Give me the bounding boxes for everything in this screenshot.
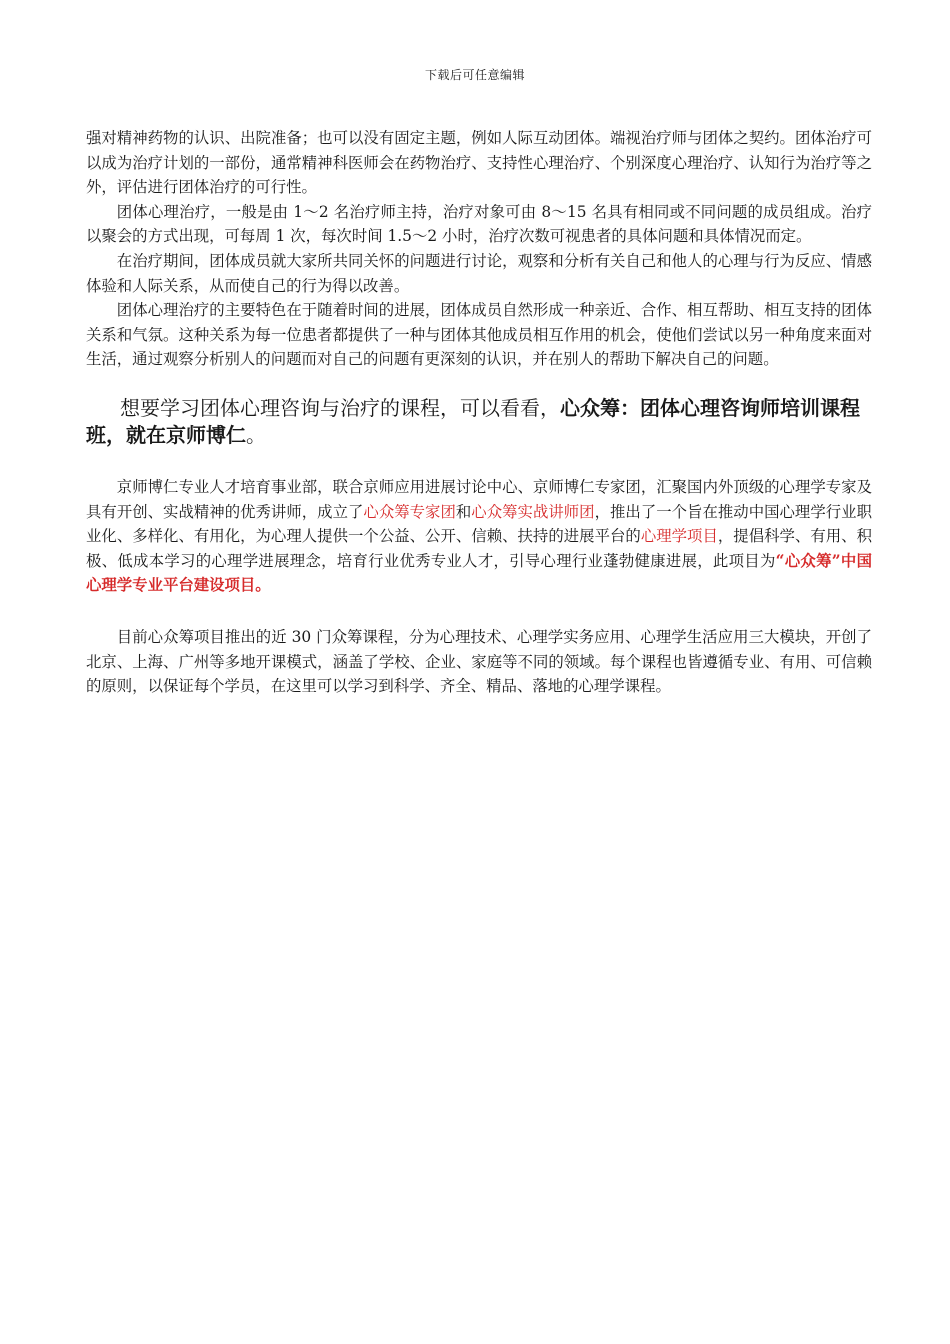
link-lecturer-team[interactable]: 心众筹实战讲师团 xyxy=(471,502,595,521)
paragraph-group-therapy-format: 团体心理治疗，一般是由 1～2 名治疗师主持，治疗对象可由 8～15 名具有相同或不同问题的成员组成。治疗以聚会的方式出现，可每周 1 次，每次时间 1.5～2 小时，治疗次数可视患者的具体问题和具体情况而定。 xyxy=(86,202,872,246)
project-name-highlight: “心众筹”中国心理学专业平台建设项目。 xyxy=(86,551,872,595)
document-body xyxy=(86,126,872,699)
paragraph-therapy-period: 在治疗期间，团体成员就大家所共同关怀的问题进行讨论，观察和分析有关自己和他人的心理与行为反应、情感体验和人际关系，从而使自己的行为得以改善。 xyxy=(86,251,872,295)
paragraph-closing: 目前心众筹项目推出的近 30 门众筹课程，分为心理技术、心理学实务应用、心理学生活应用三大模块，开创了北京、上海、广州等多地开课模式，涵盖了学校、企业、家庭等不同的领域。每个课程也皆遵循专业、有用、可信赖的原则，以保证每个学员，在这里可以学习到科学、齐全、精品、落地的心理学课程。 xyxy=(86,627,872,696)
heading-bold-text: 心众筹：团体心理咨询师培训课程班，就在京师博仁 xyxy=(86,395,860,447)
heading-end-punct: 。 xyxy=(246,422,266,447)
course-promo-heading xyxy=(86,395,872,449)
paragraph-intro xyxy=(86,475,872,598)
intro-text-3: ，推出了一个旨在推动中国心理学行业职业化、多样化、有用化，为心理人提供一个公益、公开、信赖、扶持的进展平台的 xyxy=(86,502,872,546)
intro-text-2: 和 xyxy=(455,502,472,521)
link-expert-team[interactable]: 心众筹专家团 xyxy=(363,502,456,521)
intro-text-4: ，提倡科学、有用、积极、低成本学习的心理学进展理念，培育行业优秀专业人才，引导心理行业蓬勃健康进展，此项目为 xyxy=(86,527,872,570)
heading-normal-text: 想要学习团体心理咨询与治疗的课程，可以看看， xyxy=(120,395,560,420)
intro-text-1: 京师博仁专业人才培育事业部，联合京师应用进展讨论中心、京师博仁专家团，汇聚国内外顶级的心理学专家及具有开创、实战精神的优秀讲师，成立了 xyxy=(86,477,872,521)
paragraph-continued: 强对精神药物的认识、出院准备；也可以没有固定主题，例如人际互动团体。端视治疗师与团体之契约。团体治疗可以成为治疗计划的一部份，通常精神科医师会在药物治疗、支持性心理治疗、个别深度心理治疗、认知行为治疗等之外，评估进行团体治疗的可行性。 xyxy=(86,129,872,197)
link-psychology-project[interactable]: 心理学项目 xyxy=(640,527,718,546)
paragraph-main-features: 团体心理治疗的主要特色在于随着时间的进展，团体成员自然形成一种亲近、合作、相互帮助、相互支持的团体关系和气氛。这种关系为每一位患者都提供了一种与团体其他成员相互作用的机会，使他们尝试以另一种角度来面对生活，通过观察分析别人的问题而对自己的问题有更深刻的认识，并在别人的帮助下解决自己的问题。 xyxy=(86,301,872,369)
page-header: 下载后可任意编辑 xyxy=(424,68,525,82)
